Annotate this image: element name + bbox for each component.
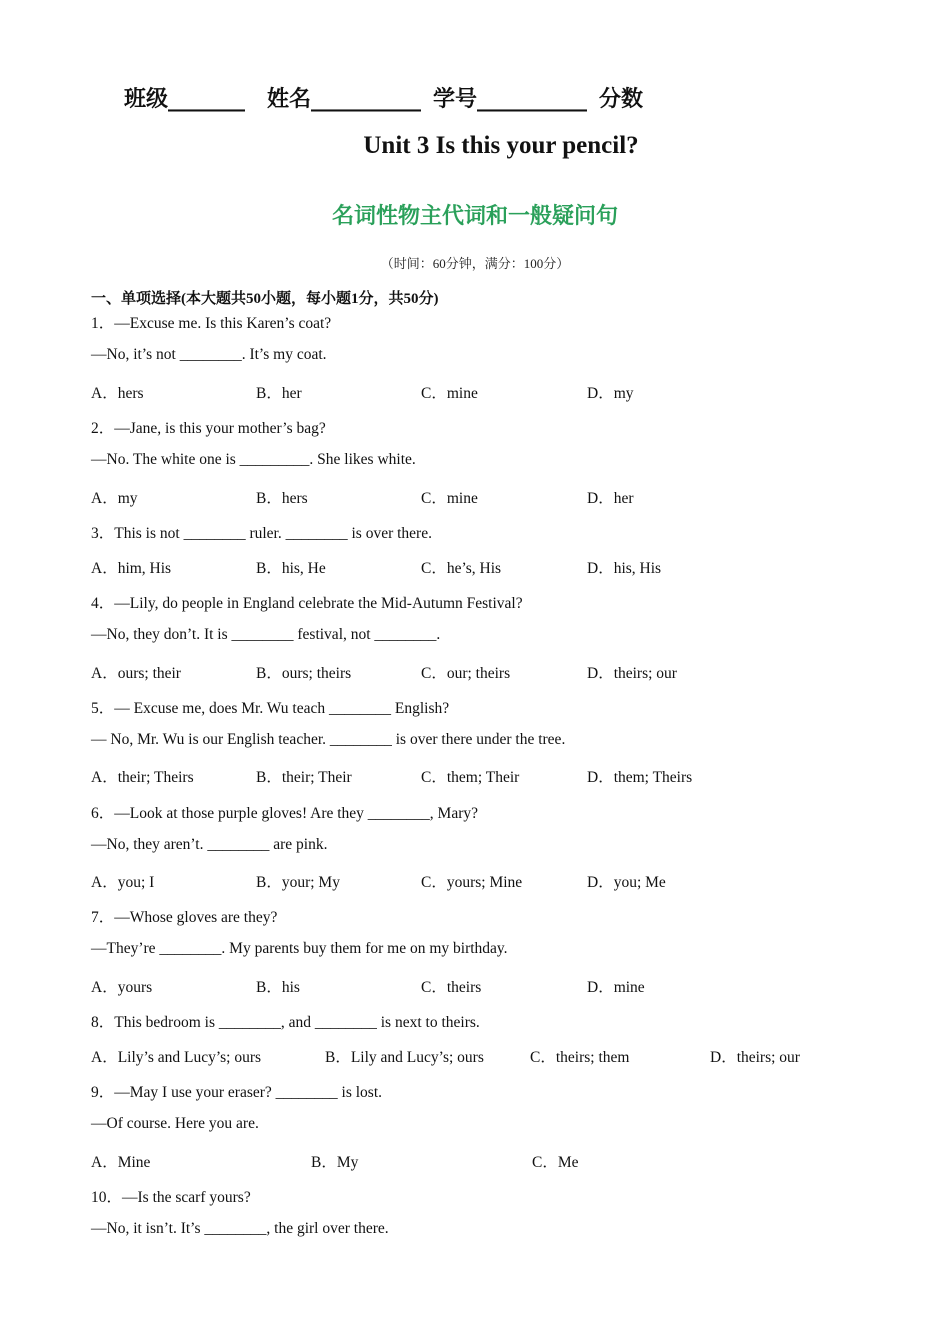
q2-option-c[interactable]: C．mine <box>421 490 478 507</box>
q6-option-d[interactable]: D．you; Me <box>587 874 666 891</box>
question-2-response: —No. The white one is _________. She likes white. <box>91 451 416 468</box>
student-info-line <box>124 82 643 113</box>
question-1-response: —No, it’s not ________. It’s my coat. <box>91 346 327 363</box>
q2-option-a[interactable]: A．my <box>91 490 138 507</box>
question-6-stem: 6．—Look at those purple gloves! Are they ________, Mary? <box>91 805 478 822</box>
q5-option-d[interactable]: D．them; Theirs <box>587 769 693 786</box>
student-id-field[interactable]: 学号__________ <box>433 87 588 112</box>
q1-option-d[interactable]: D．my <box>587 385 634 402</box>
class-field[interactable]: 班级_______ <box>124 87 246 112</box>
page-subtitle: 名词性物主代词和一般疑问句 <box>331 204 618 229</box>
q1-option-b[interactable]: B．her <box>256 385 302 402</box>
question-9-stem: 9．—May I use your eraser? ________ is lost. <box>91 1084 383 1101</box>
q2-option-d[interactable]: D．her <box>587 490 634 507</box>
q1-option-c[interactable]: C．mine <box>421 385 478 402</box>
q6-option-c[interactable]: C．yours; Mine <box>421 874 523 891</box>
q7-option-c[interactable]: C．theirs <box>421 979 482 996</box>
q1-option-a[interactable]: A．hers <box>91 385 144 402</box>
q5-option-c[interactable]: C．them; Their <box>421 769 520 786</box>
q8-option-d[interactable]: D．theirs; our <box>710 1049 800 1066</box>
question-9-response: —Of course. Here you are. <box>91 1115 259 1132</box>
q3-option-c[interactable]: C．he’s, His <box>421 560 502 577</box>
question-3-stem: 3．This is not ________ ruler. ________ is over there. <box>91 525 432 542</box>
question-1-stem: 1．—Excuse me. Is this Karen’s coat? <box>91 315 332 332</box>
q8-option-b[interactable]: B．Lily and Lucy’s; ours <box>325 1049 484 1066</box>
question-10-stem: 10．—Is the scarf yours? <box>91 1189 251 1206</box>
q5-option-a[interactable]: A．their; Theirs <box>91 769 194 786</box>
time-note: （时间：60分钟，满分：100分） <box>380 256 570 271</box>
q9-option-a[interactable]: A．Mine <box>91 1154 151 1171</box>
question-8-stem: 8．This bedroom is ________, and ________ is next to theirs. <box>91 1014 480 1031</box>
q6-option-b[interactable]: B．your; My <box>256 874 340 891</box>
q7-option-a[interactable]: A．yours <box>91 979 153 996</box>
question-5-response: — No, Mr. Wu is our English teacher. ________ is over there under the tree. <box>91 731 566 748</box>
question-6-response: —No, they aren’t. ________ are pink. <box>91 836 328 853</box>
q3-option-b[interactable]: B．his, He <box>256 560 326 577</box>
name-field[interactable]: 姓名__________ <box>267 87 422 112</box>
q4-option-d[interactable]: D．theirs; our <box>587 665 677 682</box>
question-7-stem: 7．—Whose gloves are they? <box>91 909 278 926</box>
q7-option-b[interactable]: B．his <box>256 979 300 996</box>
q4-option-c[interactable]: C．our; theirs <box>421 665 511 682</box>
q3-option-d[interactable]: D．his, His <box>587 560 662 577</box>
q4-option-b[interactable]: B．ours; theirs <box>256 665 352 682</box>
q6-option-a[interactable]: A．you; I <box>91 874 155 891</box>
section-heading: 一、单项选择(本大题共50小题，每小题1分，共50分) <box>91 291 439 307</box>
q4-option-a[interactable]: A．ours; their <box>91 665 181 682</box>
question-2-stem: 2．—Jane, is this your mother’s bag? <box>91 420 326 437</box>
q2-option-b[interactable]: B．hers <box>256 490 308 507</box>
q3-option-a[interactable]: A．him, His <box>91 560 172 577</box>
question-4-stem: 4．—Lily, do people in England celebrate the Mid-Autumn Festival? <box>91 595 523 612</box>
question-5-stem: 5．— Excuse me, does Mr. Wu teach ________ English? <box>91 700 450 717</box>
q8-option-c[interactable]: C．theirs; them <box>530 1049 630 1066</box>
page-title-text: Unit 3 Is this your pencil? <box>363 132 639 159</box>
page-title <box>0 132 950 160</box>
question-4-response: —No, they don’t. It is ________ festival, not ________. <box>91 626 441 643</box>
question-7-response: —They’re ________. My parents buy them for me on my birthday. <box>91 940 508 957</box>
q9-option-b[interactable]: B．My <box>311 1154 359 1171</box>
score-field[interactable]: 分数 <box>599 87 644 112</box>
q5-option-b[interactable]: B．their; Their <box>256 769 352 786</box>
q8-option-a[interactable]: A．Lily’s and Lucy’s; ours <box>91 1049 262 1066</box>
question-10-response: —No, it isn’t. It’s ________, the girl over there. <box>91 1220 389 1237</box>
q9-option-c[interactable]: C．Me <box>532 1154 579 1171</box>
q7-option-d[interactable]: D．mine <box>587 979 645 996</box>
